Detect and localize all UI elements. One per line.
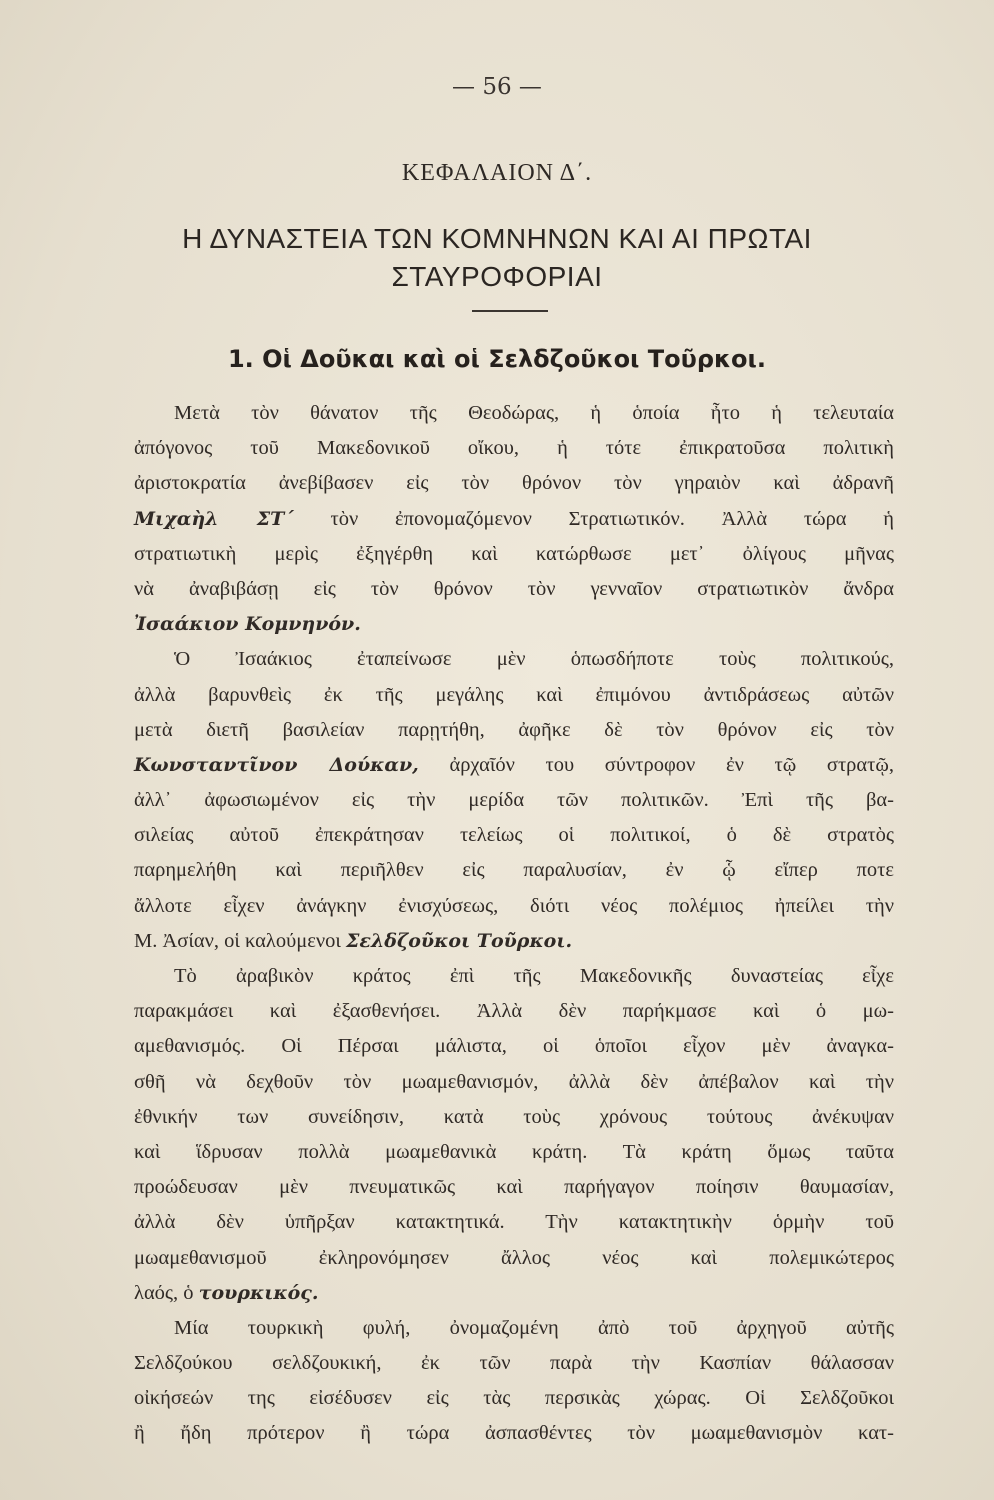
text-line	[134, 994, 894, 1029]
text-line	[134, 1065, 894, 1100]
chapter-heading: ΚΕΦΑΛΑΙΟΝ Δ΄.	[401, 160, 593, 186]
text-run: Μ. Ἀσίαν, οἱ καλούμενοι	[134, 929, 346, 952]
text-run: Μία τουρκικὴ φυλή, ὀνομαζομένη ἀπὸ τοῦ ἀρχηγοῦ αὐτῆς	[174, 1316, 894, 1339]
text-line	[134, 1100, 894, 1135]
text-line	[134, 818, 894, 853]
body-text	[134, 396, 894, 1452]
text-run: σθῆ νὰ δεχθοῦν τὸν μωαμεθανισμόν, ἀλλὰ δὲν ἀπέβαλον καὶ τὴν	[134, 1070, 894, 1093]
text-run: παρακμάσει καὶ ἐξασθενήσει. Ἀλλὰ δὲν παρήκμασε καὶ ὁ μω-	[134, 1000, 894, 1023]
text-run: Ὁ Ἰσαάκιος ἐταπείνωσε μὲν ὁπωσδήποτε τοὺς πολιτικούς,	[174, 648, 894, 671]
text-run: μωαμεθανισμοῦ ἐκληρονόμησεν ἄλλος νέος καὶ πολεμικώτερος	[134, 1246, 894, 1269]
text-line	[134, 466, 894, 501]
text-run: τὸν ἐπονομαζόμενον Στρατιωτικόν. Ἀλλὰ τώρα ἡ	[293, 507, 894, 530]
text-run: σιλείας αὐτοῦ ἐπεκράτησαν τελείως οἱ πολιτικοί, ὁ δὲ στρατὸς	[134, 824, 894, 847]
text-run: παρημελήθη καὶ περιῆλθεν εἰς παραλυσίαν, ἐν ᾧ εἴπερ ποτε	[134, 859, 894, 882]
emphasized-name: Ἰσαάκιον Κομνηνόν.	[134, 613, 361, 636]
text-run: καὶ ἵδρυσαν πολλὰ μωαμεθανικὰ κράτη. Τὰ κράτη ὅμως ταῦτα	[134, 1140, 894, 1163]
text-run: ἄλλοτε εἶχεν ἀνάγκην ἐνισχύσεως, διότι νέος πολέμιος ἠπείλει τὴν	[134, 894, 894, 917]
text-line	[134, 1029, 894, 1064]
text-line	[134, 502, 894, 537]
text-line	[134, 431, 894, 466]
text-line	[134, 713, 894, 748]
text-line	[134, 537, 894, 572]
text-line	[134, 1241, 894, 1276]
text-run: ἀπόγονος τοῦ Μακεδονικοῦ οἴκου, ἡ τότε ἐπικρατοῦσα πολιτικὴ	[134, 437, 894, 460]
text-line	[134, 959, 894, 994]
text-run: Τὸ ἀραβικὸν κράτος ἐπὶ τῆς Μακεδονικῆς δυναστείας εἶχε	[174, 965, 894, 987]
text-line	[134, 1381, 894, 1416]
text-line	[134, 1135, 894, 1170]
emphasized-name: τουρκικός.	[198, 1281, 319, 1304]
text-run: Σελδζούκου σελδζουκική, ἐκ τῶν παρὰ τὴν Κασπίαν θάλασσαν	[134, 1352, 894, 1375]
page-number: — 56 —	[452, 74, 542, 100]
text-line	[134, 607, 894, 642]
text-line	[134, 1311, 894, 1346]
text-run: ἢ ἤδη πρότερον ἢ τώρα ἀσπασθέντες τὸν μωαμεθανισμὸν κατ-	[134, 1422, 894, 1445]
text-run: μετὰ διετῆ βασιλείαν παρῃτήθη, ἀφῆκε δὲ τὸν θρόνον εἰς τὸν	[134, 718, 894, 741]
emphasized-name: Μιχαὴλ ΣΤ΄	[134, 507, 294, 530]
text-run: οἰκήσεών της εἰσέδυσεν εἰς τὰς περσικὰς χώρας. Οἱ Σελδζοῦκοι	[134, 1387, 894, 1410]
text-line	[134, 1170, 894, 1205]
text-run: ἀλλὰ βαρυνθεὶς ἐκ τῆς μεγάλης καὶ ἐπιμόνου ἀντιδράσεως αὐτῶν	[134, 683, 894, 706]
text-line	[134, 1276, 894, 1311]
chapter-title	[130, 220, 864, 296]
text-run: ἐθνικήν των συνείδησιν, κατὰ τοὺς χρόνους τούτους ἀνέκυψαν	[134, 1105, 894, 1128]
text-run: ἀλλ᾽ ἀφωσιωμένον εἰς τὴν μερίδα τῶν πολιτικῶν. Ἐπὶ τῆς βα-	[134, 789, 894, 812]
chapter-title-line: Η ΔΥΝΑΣΤΕΙΑ ΤΩΝ ΚΟΜΝΗΝΩΝ ΚΑΙ ΑΙ ΠΡΩΤΑΙ	[182, 223, 812, 254]
text-line	[134, 924, 894, 959]
text-run: λαός, ὁ	[134, 1281, 199, 1304]
text-line	[134, 396, 894, 431]
chapter-title-line: ΣΤΑΥΡΟΦΟΡΙΑΙ	[391, 261, 603, 292]
section-heading: 1. Οἱ Δοῦκαι καὶ οἱ Σελδζοῦκοι Τοῦρκοι.	[227, 345, 767, 373]
text-line	[134, 853, 894, 888]
text-run: ἀλλὰ δὲν ὑπῆρξαν κατακτητικά. Τὴν κατακτητικὴν ὁρμὴν τοῦ	[134, 1211, 894, 1234]
text-line	[134, 1346, 894, 1381]
text-run: νὰ ἀναβιβάσῃ εἰς τὸν θρόνον τὸν γενναῖον στρατιωτικὸν ἄνδρα	[134, 577, 894, 600]
text-line	[134, 642, 894, 677]
text-line	[134, 1416, 894, 1451]
text-run: ἀριστοκρατία ἀνεβίβασεν εἰς τὸν θρόνον τὸν γηραιὸν καὶ ἀδρανῆ	[134, 472, 894, 495]
text-line	[134, 572, 894, 607]
text-line	[134, 1205, 894, 1240]
title-divider	[472, 310, 548, 312]
text-line	[134, 783, 894, 818]
text-run: αμεθανισμός. Οἱ Πέρσαι μάλιστα, οἱ ὁποῖοι εἶχον μὲν ἀναγκα-	[134, 1035, 894, 1058]
text-line	[134, 889, 894, 924]
text-line	[134, 678, 894, 713]
text-line	[134, 748, 894, 783]
text-run: προώδευσαν μὲν πνευματικῶς καὶ παρήγαγον ποίησιν θαυμασίαν,	[134, 1176, 894, 1199]
text-run: Μετὰ τὸν θάνατον τῆς Θεοδώρας, ἡ ὁποία ἦτο ἡ τελευταία	[174, 402, 894, 424]
text-run: στρατιωτικὴ μερὶς ἐξηγέρθη καὶ κατώρθωσε μετ᾽ ὀλίγους μῆνας	[134, 542, 894, 565]
text-run: ἀρχαῖόν του σύντροφον ἐν τῷ στρατῷ,	[418, 753, 895, 776]
emphasized-name: Σελδζοῦκοι Τοῦρκοι.	[346, 929, 573, 952]
emphasized-name: Κωνσταντῖνον Δούκαν,	[134, 753, 419, 776]
